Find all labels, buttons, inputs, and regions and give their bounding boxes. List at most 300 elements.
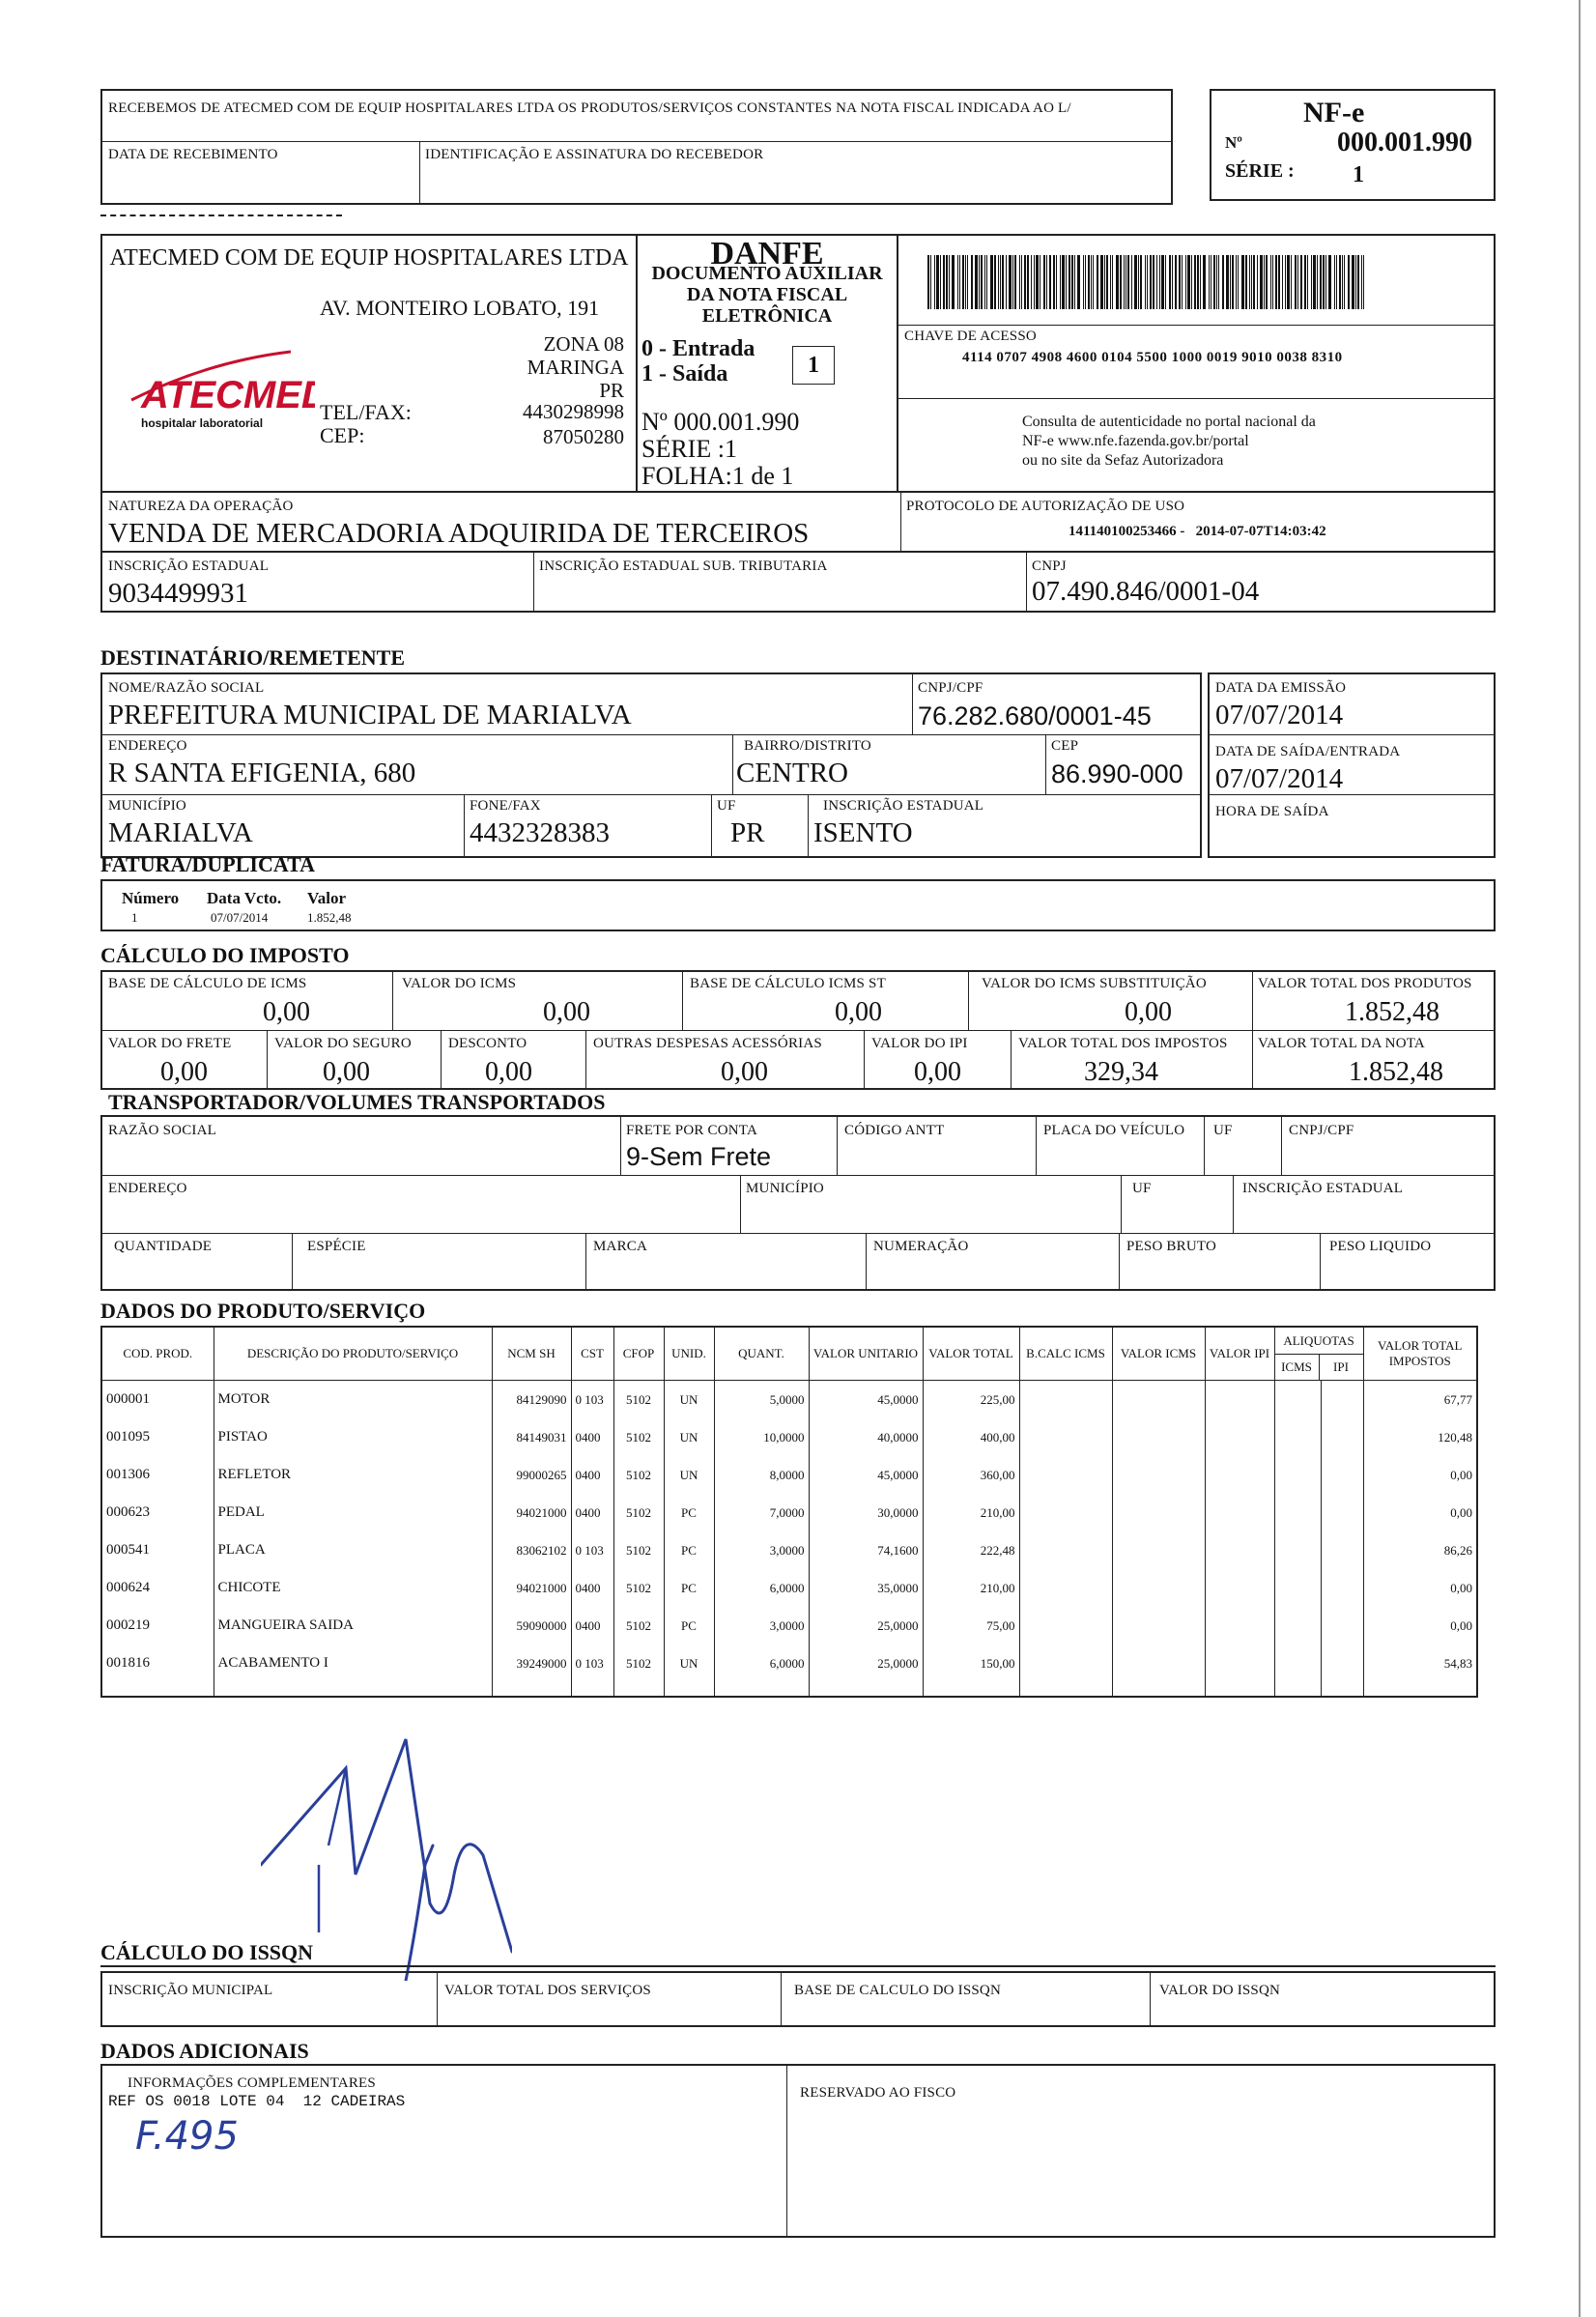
recipient-cnpj-label: CNPJ/CPF <box>918 680 983 696</box>
barcode-bar <box>1264 255 1265 309</box>
barcode-bar <box>967 255 968 309</box>
product-bcalc <box>1019 1531 1112 1569</box>
barcode-bar <box>979 255 980 309</box>
product-row <box>101 1381 1477 1419</box>
product-unit: 35,0000 <box>809 1569 923 1607</box>
barcode-bar <box>1179 255 1181 309</box>
products-table <box>100 1326 1478 1698</box>
barcode-bar <box>1147 255 1148 309</box>
recipient-dates-box <box>1208 672 1496 858</box>
services-total-label: VALOR TOTAL DOS SERVIÇOS <box>444 1983 651 1998</box>
emitter-cep: 87050280 <box>543 425 624 448</box>
product-desc: PLACA <box>214 1531 492 1569</box>
product-bcalc <box>1019 1645 1112 1682</box>
barcode-bar <box>1291 255 1292 309</box>
barcode-bar <box>934 255 935 309</box>
product-ipi <box>1205 1531 1274 1569</box>
receipt-statement: RECEBEMOS DE ATECMED COM DE EQUIP HOSPITALARES LTDA OS PRODUTOS/SERVIÇOS CONSTANTES NA NOTA FISCAL INDICADA AO L/ <box>108 100 1071 116</box>
nfe-box <box>1210 89 1496 201</box>
insurance-label: VALOR DO SEGURO <box>274 1036 412 1051</box>
barcode-bar <box>1257 255 1258 309</box>
danfe-saida: 1 - Saída <box>641 361 728 386</box>
danfe-type-value: 1 <box>792 346 835 385</box>
transport-address-label: ENDEREÇO <box>108 1181 187 1196</box>
nature-value: VENDA DE MERCADORIA ADQUIRIDA DE TERCEIROS <box>108 518 810 549</box>
barcode-bar <box>1213 255 1215 309</box>
handwritten-note: F.495 <box>135 2114 239 2159</box>
product-cod: 000001 <box>101 1381 214 1419</box>
product-aliq-icms <box>1274 1456 1321 1494</box>
product-cfop: 5102 <box>613 1456 664 1494</box>
nature-label: NATUREZA DA OPERAÇÃO <box>108 499 294 514</box>
barcode-bar <box>1031 255 1032 309</box>
nfe-title: NF-e <box>1303 97 1365 129</box>
tax-title: CÁLCULO DO IMPOSTO <box>100 943 350 967</box>
barcode-bar <box>1036 255 1039 309</box>
product-qty: 5,0000 <box>714 1381 809 1419</box>
icms-label: VALOR DO ICMS <box>402 976 517 991</box>
barcode-bar <box>1197 255 1199 309</box>
product-bcalc <box>1019 1456 1112 1494</box>
barcode-bar <box>959 255 960 309</box>
barcode-bar <box>1112 255 1113 309</box>
barcode-bar <box>1328 255 1331 309</box>
recipient-address-label: ENDEREÇO <box>108 738 187 754</box>
atecmed-logo-icon <box>122 342 315 429</box>
barcode-bar <box>1361 255 1362 309</box>
danfe-line1: DOCUMENTO AUXILIAR <box>651 263 883 284</box>
barcode-bar <box>1334 255 1335 309</box>
barcode-bar <box>1124 255 1125 309</box>
emitter-zone: ZONA 08 <box>543 332 624 356</box>
info-value: REF OS 0018 LOTE 04 12 CADEIRAS <box>108 2093 406 2110</box>
protocol-value: 141140100253466 - 2014-07-07T14:03:42 <box>1069 524 1326 539</box>
barcode-bar <box>1355 255 1356 309</box>
product-row <box>101 1494 1477 1531</box>
barcode-bar <box>1100 255 1103 309</box>
additional-box <box>100 2064 1496 2238</box>
product-ncm: 94021000 <box>492 1494 571 1531</box>
product-aliq-icms <box>1274 1418 1321 1456</box>
barcode-bar <box>1317 255 1318 309</box>
barcode-bar <box>1169 255 1171 309</box>
barcode-bar <box>1159 255 1160 309</box>
barcode-bar <box>1104 255 1105 309</box>
transport-uf2-label: UF <box>1132 1181 1152 1196</box>
col-cfop: CFOP <box>613 1327 664 1381</box>
consult-line1: Consulta de autenticidade no portal nacional da <box>1022 414 1316 430</box>
barcode-bar <box>975 255 978 309</box>
barcode-bar <box>1194 255 1196 309</box>
emitter-phone: 4430298998 <box>523 400 624 423</box>
gross-weight-label: PESO BRUTO <box>1126 1239 1216 1254</box>
barcode-bar <box>1046 255 1047 309</box>
taxes-total-label: VALOR TOTAL DOS IMPOSTOS <box>1018 1036 1228 1051</box>
icms-value: 0,00 <box>543 997 590 1027</box>
product-total: 222,48 <box>923 1531 1019 1569</box>
volume-brand-label: MARCA <box>593 1239 648 1254</box>
product-bcalc <box>1019 1607 1112 1645</box>
barcode-bar <box>981 255 983 309</box>
barcode-bar <box>1066 255 1067 309</box>
product-aliq-ipi <box>1321 1381 1363 1419</box>
product-ncm: 59090000 <box>492 1607 571 1645</box>
emitter-city: MARINGA <box>527 356 624 379</box>
product-taxes: 0,00 <box>1363 1569 1477 1607</box>
product-total: 225,00 <box>923 1381 1019 1419</box>
product-row <box>101 1531 1477 1569</box>
product-cod: 001095 <box>101 1418 214 1456</box>
emitter-cnpj: 07.490.846/0001-04 <box>1032 576 1260 607</box>
barcode-bar <box>1116 255 1119 309</box>
product-unid: UN <box>664 1381 714 1419</box>
issqn-base-label: BASE DE CALCULO DO ISSQN <box>794 1983 1001 1998</box>
icms-st: 0,00 <box>1125 997 1172 1027</box>
product-taxes: 54,83 <box>1363 1645 1477 1682</box>
barcode-bar <box>1253 255 1255 309</box>
barcode-bar <box>1282 255 1283 309</box>
col-desc: DESCRIÇÃO DO PRODUTO/SERVIÇO <box>214 1327 492 1381</box>
barcode-bar <box>1339 255 1341 309</box>
barcode-bar <box>1083 255 1084 309</box>
invoice-box <box>100 879 1496 931</box>
barcode-bar <box>1049 255 1051 309</box>
danfe-line2: DA NOTA FISCAL <box>686 284 848 305</box>
icms-st-label: VALOR DO ICMS SUBSTITUIÇÃO <box>982 976 1207 991</box>
emitter-name: ATECMED COM DE EQUIP HOSPITALARES LTDA <box>109 245 629 271</box>
product-desc: PISTAO <box>214 1418 492 1456</box>
barcode-bar <box>1156 255 1157 309</box>
barcode-bar <box>1230 255 1231 309</box>
barcode-bar <box>936 255 939 309</box>
product-bcalc <box>1019 1494 1112 1531</box>
barcode-bar <box>998 255 999 309</box>
product-cod: 000623 <box>101 1494 214 1531</box>
barcode-bar <box>1006 255 1007 309</box>
exit-date: 07/07/2014 <box>1215 763 1344 794</box>
product-unit: 45,0000 <box>809 1456 923 1494</box>
emitter-cnpj-label: CNPJ <box>1032 558 1067 574</box>
barcode-bar <box>1009 255 1012 309</box>
barcode-bar <box>1241 255 1244 309</box>
product-unit: 40,0000 <box>809 1418 923 1456</box>
barcode-bar <box>930 255 931 309</box>
product-unid: PC <box>664 1531 714 1569</box>
barcode-bar <box>994 255 996 309</box>
product-unit: 30,0000 <box>809 1494 923 1531</box>
product-cod: 000219 <box>101 1607 214 1645</box>
product-row <box>101 1569 1477 1607</box>
product-taxes: 0,00 <box>1363 1494 1477 1531</box>
products-total: 1.852,48 <box>1345 997 1439 1027</box>
product-qty: 8,0000 <box>714 1456 809 1494</box>
freight-value: 0,00 <box>160 1057 208 1087</box>
net-weight-label: PESO LIQUIDO <box>1329 1239 1432 1254</box>
recipient-ie-label: INSCRIÇÃO ESTADUAL <box>823 798 984 814</box>
barcode-bar <box>1304 255 1306 309</box>
barcode-bar <box>1150 255 1152 309</box>
barcode-bar <box>1222 255 1224 309</box>
col-ipi: VALOR IPI <box>1205 1327 1274 1381</box>
additional-title: DADOS ADICIONAIS <box>100 2039 309 2063</box>
transport-freight-label: FRETE POR CONTA <box>626 1123 757 1138</box>
barcode-bar <box>1270 255 1271 309</box>
barcode-bar <box>1348 255 1350 309</box>
product-bcalc <box>1019 1418 1112 1456</box>
barcode-bar <box>1251 255 1252 309</box>
product-cfop: 5102 <box>613 1494 664 1531</box>
barcode-bar <box>1342 255 1343 309</box>
col-cod: COD. PROD. <box>101 1327 214 1381</box>
col-ncm: NCM SH <box>492 1327 571 1381</box>
product-cst: 0400 <box>571 1456 613 1494</box>
invoice-value-label: Valor <box>307 889 346 907</box>
discount-label: DESCONTO <box>448 1036 527 1051</box>
exit-time-label: HORA DE SAÍDA <box>1215 804 1329 819</box>
product-cst: 0400 <box>571 1494 613 1531</box>
note-total-label: VALOR TOTAL DA NOTA <box>1258 1036 1425 1051</box>
product-qty: 10,0000 <box>714 1418 809 1456</box>
barcode-bar <box>1307 255 1308 309</box>
product-ipi <box>1205 1569 1274 1607</box>
barcode-bar <box>1002 255 1004 309</box>
invoice-value: 1.852,48 <box>307 910 352 925</box>
tax-box <box>100 970 1496 1090</box>
col-bcalc: B.CALC ICMS <box>1019 1327 1112 1381</box>
product-qty: 3,0000 <box>714 1607 809 1645</box>
base-icms-st: 0,00 <box>835 997 882 1027</box>
barcode-bar <box>1300 255 1302 309</box>
product-desc: CHICOTE <box>214 1569 492 1607</box>
access-box <box>898 234 1496 493</box>
ie-row <box>100 553 1496 613</box>
info-label: INFORMAÇÕES COMPLEMENTARES <box>128 2075 376 2091</box>
barcode-bar <box>1236 255 1237 309</box>
product-unid: UN <box>664 1418 714 1456</box>
emitter-address: AV. MONTEIRO LOBATO, 191 <box>320 296 600 320</box>
product-aliq-icms <box>1274 1531 1321 1569</box>
barcode-bar <box>1182 255 1183 309</box>
barcode-bar <box>1260 255 1263 309</box>
reserved-label: RESERVADO AO FISCO <box>800 2085 956 2101</box>
product-desc: REFLETOR <box>214 1456 492 1494</box>
access-key-label: CHAVE DE ACESSO <box>904 329 1037 344</box>
col-aliq <box>1274 1327 1363 1381</box>
barcode-bar <box>1153 255 1154 309</box>
barcode-bar <box>1357 255 1359 309</box>
barcode-bar <box>1161 255 1164 309</box>
product-taxes: 0,00 <box>1363 1607 1477 1645</box>
access-key: 4114 0707 4908 4600 0104 5500 1000 0019 9010 0038 8310 <box>962 350 1343 365</box>
barcode-bar <box>1060 255 1061 309</box>
product-cst: 0 103 <box>571 1381 613 1419</box>
col-unit: VALOR UNITARIO <box>809 1327 923 1381</box>
volume-qty-label: QUANTIDADE <box>114 1239 213 1254</box>
danfe-line3: ELETRÔNICA <box>701 305 833 327</box>
product-desc: MOTOR <box>214 1381 492 1419</box>
transport-box <box>100 1115 1496 1291</box>
product-ncm: 83062102 <box>492 1531 571 1569</box>
invoice-number-label: Número <box>122 889 180 907</box>
discount-value: 0,00 <box>485 1057 532 1087</box>
barcode-bar <box>1071 255 1073 309</box>
barcode-bar <box>946 255 948 309</box>
barcode-bar <box>1232 255 1234 309</box>
barcode-bar <box>984 255 985 309</box>
barcode-bar <box>1077 255 1080 309</box>
receipt-signature-label: IDENTIFICAÇÃO E ASSINATURA DO RECEBEDOR <box>425 147 764 162</box>
product-desc: MANGUEIRA SAIDA <box>214 1607 492 1645</box>
product-cst: 0400 <box>571 1569 613 1607</box>
product-ncm: 99000265 <box>492 1456 571 1494</box>
product-desc: ACABAMENTO I <box>214 1645 492 1682</box>
recipient-uf-label: UF <box>717 798 736 814</box>
product-cfop: 5102 <box>613 1418 664 1456</box>
barcode-bar <box>1069 255 1070 309</box>
barcode-bar <box>1027 255 1029 309</box>
barcode-bar <box>1012 255 1013 309</box>
col-cst: CST <box>571 1327 613 1381</box>
barcode-bar <box>1140 255 1142 309</box>
barcode-bar <box>1191 255 1192 309</box>
barcode-bar <box>1056 255 1057 309</box>
barcode-bar <box>1187 255 1190 309</box>
barcode-bar <box>1245 255 1247 309</box>
product-unid: PC <box>664 1607 714 1645</box>
barcode-bar <box>1110 255 1111 309</box>
danfe-box <box>638 234 898 493</box>
product-ipi <box>1205 1456 1274 1494</box>
receipt-date-label: DATA DE RECEBIMENTO <box>108 147 278 162</box>
product-cfop: 5102 <box>613 1531 664 1569</box>
emitter-cep-label: CEP: <box>320 423 365 447</box>
product-icms <box>1112 1494 1205 1531</box>
col-qty: QUANT. <box>714 1327 809 1381</box>
product-ncm: 84129090 <box>492 1381 571 1419</box>
barcode-bar <box>952 255 955 309</box>
barcode-bar <box>1053 255 1055 309</box>
product-aliq-ipi <box>1321 1418 1363 1456</box>
nature-row <box>100 493 1496 553</box>
product-unit: 74,1600 <box>809 1531 923 1569</box>
barcode-bar <box>965 255 966 309</box>
issqn-title: CÁLCULO DO ISSQN <box>100 1940 314 1964</box>
barcode-bar <box>1175 255 1177 309</box>
barcode-bar <box>1088 255 1090 309</box>
other-expenses: 0,00 <box>721 1057 768 1087</box>
base-icms-st-label: BASE DE CÁLCULO ICMS ST <box>690 976 886 991</box>
barcode-bar <box>1344 255 1345 309</box>
barcode-bar <box>1014 255 1016 309</box>
product-icms <box>1112 1456 1205 1494</box>
barcode <box>927 255 1468 309</box>
barcode-bar <box>949 255 950 309</box>
barcode-bar <box>1097 255 1098 309</box>
product-row <box>101 1456 1477 1494</box>
recipient-city-label: MUNICÍPIO <box>108 798 186 814</box>
invoice-title: FATURA/DUPLICATA <box>100 852 316 876</box>
barcode-bar <box>1024 255 1026 309</box>
volume-species-label: ESPÉCIE <box>307 1239 366 1254</box>
product-total: 400,00 <box>923 1418 1019 1456</box>
recipient-city: MARIALVA <box>108 817 253 848</box>
col-aliq-icms: ICMS <box>1275 1355 1320 1380</box>
barcode-bar <box>1131 255 1132 309</box>
barcode-bar <box>943 255 945 309</box>
product-icms <box>1112 1531 1205 1569</box>
barcode-bar <box>1311 255 1312 309</box>
product-aliq-icms <box>1274 1569 1321 1607</box>
danfe-title: DANFE <box>710 236 824 272</box>
product-ncm: 94021000 <box>492 1569 571 1607</box>
product-icms <box>1112 1381 1205 1419</box>
barcode-bar <box>1323 255 1325 309</box>
product-aliq-icms <box>1274 1494 1321 1531</box>
nfe-series: 1 <box>1353 162 1364 187</box>
recipient-phone-label: FONE/FAX <box>470 798 541 814</box>
product-row <box>101 1645 1477 1682</box>
note-total: 1.852,48 <box>1349 1057 1443 1087</box>
cut-line <box>100 215 342 216</box>
barcode-bar <box>1238 255 1239 309</box>
product-row <box>101 1418 1477 1456</box>
emission-label: DATA DA EMISSÃO <box>1215 680 1347 696</box>
product-ipi <box>1205 1381 1274 1419</box>
barcode-bar <box>1165 255 1166 309</box>
volume-numbering-label: NUMERAÇÃO <box>873 1239 969 1254</box>
exit-date-label: DATA DE SAÍDA/ENTRADA <box>1215 744 1401 759</box>
barcode-bar <box>1074 255 1075 309</box>
barcode-bar <box>1287 255 1290 309</box>
barcode-bar <box>940 255 941 309</box>
transport-company-label: RAZÃO SOCIAL <box>108 1123 216 1138</box>
barcode-bar <box>1106 255 1108 309</box>
transport-city-label: MUNICÍPIO <box>746 1181 824 1196</box>
product-bcalc <box>1019 1569 1112 1607</box>
product-cfop: 5102 <box>613 1381 664 1419</box>
transport-uf-label: UF <box>1213 1123 1233 1138</box>
product-total: 150,00 <box>923 1645 1019 1682</box>
product-aliq-icms <box>1274 1645 1321 1682</box>
barcode-bar <box>1021 255 1022 309</box>
ie-st-label: INSCRIÇÃO ESTADUAL SUB. TRIBUTARIA <box>539 558 828 574</box>
product-ipi <box>1205 1607 1274 1645</box>
barcode-bar <box>1172 255 1173 309</box>
barcode-bar <box>1218 255 1219 309</box>
product-aliq-icms <box>1274 1381 1321 1419</box>
barcode-bar <box>1120 255 1122 309</box>
issqn-value-label: VALOR DO ISSQN <box>1159 1983 1281 1998</box>
recipient-ie: ISENTO <box>813 817 913 848</box>
consult-line3: ou no site da Sefaz Autorizadora <box>1022 452 1224 469</box>
barcode-bar <box>1325 255 1326 309</box>
col-icms: VALOR ICMS <box>1112 1327 1205 1381</box>
nfe-series-label: SÉRIE : <box>1225 160 1295 182</box>
receipt-stub <box>100 89 1173 205</box>
logo-text: ATECMED <box>141 374 315 416</box>
danfe-folha: FOLHA:1 de 1 <box>641 462 794 490</box>
invoice-due: 07/07/2014 <box>211 910 269 925</box>
product-icms <box>1112 1645 1205 1682</box>
product-qty: 6,0000 <box>714 1569 809 1607</box>
product-row <box>101 1607 1477 1645</box>
product-aliq-ipi <box>1321 1645 1363 1682</box>
product-cod: 001816 <box>101 1645 214 1682</box>
barcode-bar <box>1352 255 1354 309</box>
product-cst: 0400 <box>571 1607 613 1645</box>
barcode-bar <box>1275 255 1277 309</box>
barcode-bar <box>1249 255 1250 309</box>
